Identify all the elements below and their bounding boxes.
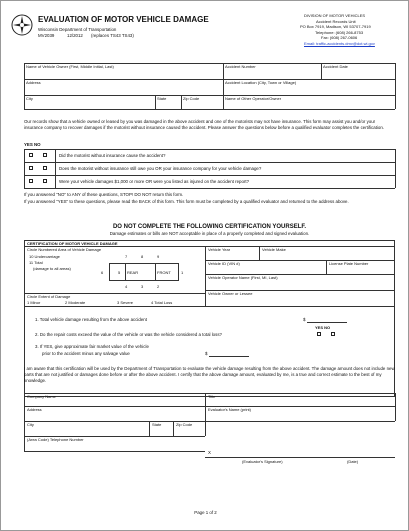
agency-email-link[interactable]: Email: traffic-accidents.dmv@dot.wi.gov [304,40,375,46]
do-not-complete-heading: DO NOT COMPLETE THE FOLLOWING CERTIFICATION YOURSELF. [112,224,307,230]
evaluator-name-field[interactable] [208,413,393,420]
signature-x: X [208,450,211,455]
vin-label: Vehicle ID (VIN #) [208,261,240,266]
vehicle-make-label: Vehicle Make [262,247,286,252]
extent-moderate[interactable]: 2 Moderate [65,300,86,305]
question-1: Did the motorist without insurance cause the accident? [59,153,166,158]
extent-total-loss[interactable]: 4 Total Loss [151,300,173,305]
accident-date-label: Accident Date [323,64,348,69]
company-name-label: Company Name [27,394,56,399]
q2-yes-no-header: YES NO [315,325,331,330]
evaluator-phone-label: (Area Code) Telephone Number [27,437,84,442]
q3-yes-checkbox[interactable] [29,179,33,183]
evaluator-state-label: State [152,422,162,427]
vehicle-year-label: Vehicle Year [208,247,231,252]
accident-location-label: Accident Location (City, Town or Village) [225,80,297,85]
q1-yes-checkbox[interactable] [29,153,33,157]
q3-dollar: $ [205,351,208,356]
title-label: Title [208,394,216,399]
form-number: MV2039 [38,33,55,38]
front-label: FRONT [157,270,171,275]
owner-name-label: Name of Vehicle Owner (First, Middle Initial, Last) [26,64,114,69]
city-label: City [26,96,33,101]
q3-amount-field[interactable] [209,356,249,357]
rear-label: REAR [127,270,139,275]
area-1[interactable]: 1 [181,270,184,275]
question-3: Were your vehicle damages $1,000 or more OR were you listed as injured on the accident report? [59,179,250,184]
accident-number-label: Accident Number [225,64,256,69]
form-date: 12/2012 [67,33,83,38]
signature-field[interactable] [213,446,343,456]
evaluator-phone-field[interactable] [27,443,203,450]
evaluator-city-label: City [27,422,34,427]
area-2[interactable]: 2 [157,284,160,289]
signature-date-label: (Date) [347,459,359,464]
cert-question-3b: prior to the accident minus any salvage value [42,351,130,356]
intro-paragraph: Our records show that a vehicle owned or leased by you was damaged in the above accident and one of the motorists may not have insurance. This form may assist you and/or your insurance company to recover damages if the motorist without insurance caused the accident. Please answer the questions below before a qualified evaluator completes the certification. [24,119,384,130]
q2-yes-checkbox[interactable] [29,166,33,170]
owner-name-field[interactable] [26,70,221,78]
form-replaces: (replaces TS43 TS43) [91,33,134,38]
area-4[interactable]: 4 [125,284,128,289]
question-2: Does the motorist without insurance still owe you OR your insurance company for your vehicle damage? [59,166,262,171]
operator-name-label: Vehicle Operator Name (First, MI, Last) [208,275,278,280]
area-6[interactable]: 6 [101,270,104,275]
evaluator-address-field[interactable] [27,413,203,420]
signature-label: (Evaluator's Signature) [242,459,283,464]
accident-number-field[interactable] [225,70,319,78]
plate-label: License Plate Number [329,261,369,266]
title-field[interactable] [208,400,393,405]
q3-no-checkbox[interactable] [43,179,47,183]
agency-line-1: DIVISION OF MOTOR VEHICLES [304,13,366,18]
area-9[interactable]: 9 [157,254,160,259]
address-label: Address [26,80,41,85]
cert-question-2: 2. Do the repair costs exceed the value of the vehicle or was the vehicle considered a total loss? [35,332,222,337]
owner-lessee-label: Vehicle Owner or Lessee [208,291,253,296]
zip-label: Zip Code [183,96,200,101]
yes-no-header: YES NO [24,142,41,147]
total-label: 11 Total [29,260,43,265]
agency-line-3: PO Box 7919, Madison, WI 53707-7919 [300,24,371,29]
accident-date-field[interactable] [323,70,393,78]
agency-line-5: Fax: (608) 267-0606 [321,35,358,40]
evaluator-address-label: Address [27,407,42,412]
area-8[interactable]: 8 [141,254,144,259]
cert-question-3a: 3. If YES, give approximate fair market value of the vehicle [35,344,149,349]
area-5[interactable]: 5 [118,270,121,275]
page-number: Page 1 of 2 [194,510,217,515]
department-name: Wisconsin Department of Transportation [38,27,117,32]
extent-severe[interactable]: 3 Severe [117,300,134,305]
instruction-stop: If you answered "NO" to ANY of these questions, STOP! DO NOT return this form. [24,192,184,197]
q2-yes-checkbox-cert[interactable] [317,332,321,336]
evaluator-name-label: Evaluator's Name (print) [208,407,251,412]
q1-dollar: $ [303,317,306,322]
area-3[interactable]: 3 [141,284,144,289]
form-title: EVALUATION OF MOTOR VEHICLE DAMAGE [38,15,209,24]
agency-line-4: Telephone: (608) 266-8753 [315,29,364,35]
area-7[interactable]: 7 [125,254,128,259]
extent-minor[interactable]: 1 Minor [27,300,41,305]
undercarriage-label: 10 Undercarriage [29,254,60,259]
evaluator-zip-label: Zip Code [176,422,193,427]
city-field[interactable] [26,102,153,108]
instruction-return: If you answered "YES" to these questions, please read the BACK of this form. This form must be completed by a qualified evaluator and returned to the address above. [24,199,349,204]
cert-question-1: 1. Total vehicle damage resulting from the above accident [35,317,147,322]
wisdot-seal-icon [11,14,33,36]
company-name-field[interactable] [27,400,203,405]
total-sub-label: (damage to all areas) [33,266,71,271]
q2-no-checkbox-cert[interactable] [331,332,335,336]
other-operator-field[interactable] [225,102,393,108]
q2-no-checkbox[interactable] [43,166,47,170]
address-field[interactable] [26,86,221,94]
circle-extent-label: Circle Extent of Damage [27,294,71,299]
state-label: State [157,96,167,101]
q1-no-checkbox[interactable] [43,153,47,157]
other-operator-label: Name of Other Operator/Owner [225,96,282,101]
accident-location-field[interactable] [225,86,393,94]
certify-paragraph: I am aware that this certification will be used by the Department of Transportation to evaluate the vehicle damage resulting from the above accident. The damage amount does not include new parts that are not justified or damages done before or after the above accident. I certify that the above damage amount, evaluated by me, is a true and correct estimate to the best of my knowledge. [24,366,395,383]
agency-line-2: Accident Records Unit [316,18,356,24]
circle-area-label: Circle Numbered Area of Vehicle Damage [27,247,102,252]
do-not-complete-note: Damage estimates or bills are NOT acceptable in place of a properly completed and signed evaluation. [109,231,310,236]
q1-amount-field[interactable] [307,322,347,323]
certification-heading: CERTIFICATION OF MOTOR VEHICLE DAMAGE [27,241,118,246]
